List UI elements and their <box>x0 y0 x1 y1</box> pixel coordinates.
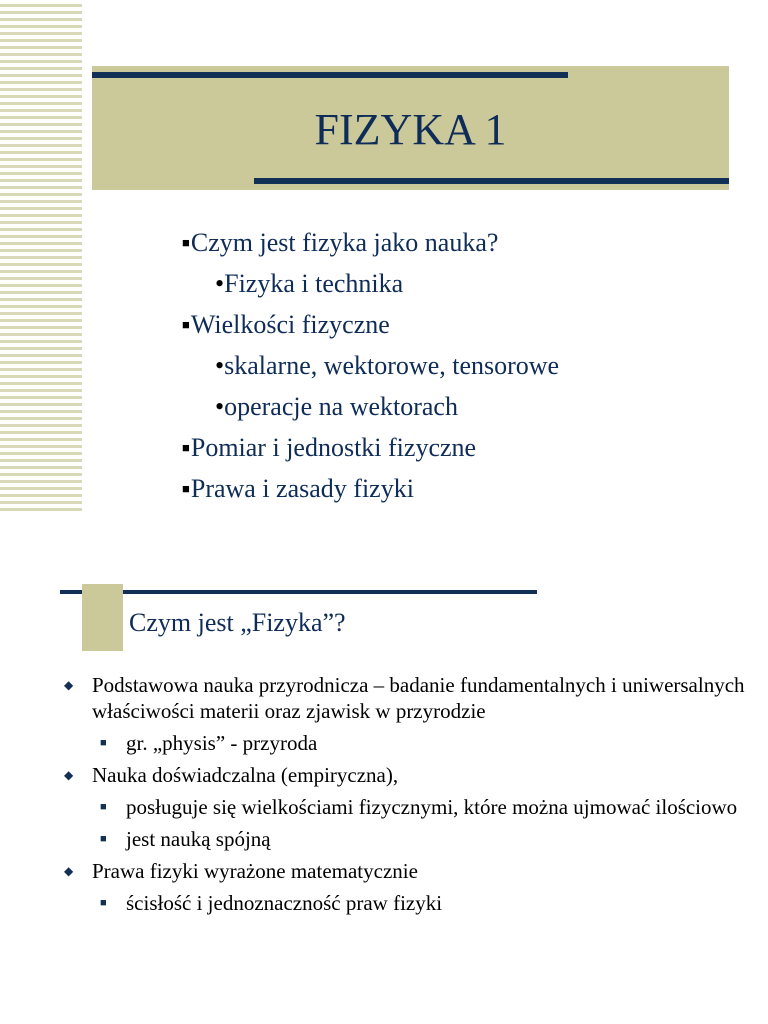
decorative-stripes <box>0 0 82 512</box>
dot-bullet-icon: • <box>215 351 225 380</box>
square-bullet-icon: ■ <box>182 481 190 496</box>
section-accent-bar <box>60 590 537 594</box>
section-accent-block <box>82 584 123 651</box>
list-item: •operacje na wektorach <box>215 392 458 421</box>
diamond-bullet-icon: ◆ <box>64 678 74 692</box>
diamond-bullet-icon: ◆ <box>64 768 74 782</box>
list-item: ■ posługuje się wielkościami fizycznymi, które można ujmować ilościowo <box>100 795 738 819</box>
list-item: ■ jest nauką spójną <box>100 827 271 851</box>
square-bullet-icon: ■ <box>182 235 190 250</box>
square-bullet-icon: ■ <box>182 317 190 332</box>
title-accent-bar-top <box>92 72 568 78</box>
list-item: •skalarne, wektorowe, tensorowe <box>215 351 560 380</box>
slide-title: FIZYKA 1 <box>314 105 507 154</box>
list-item: ■Prawa i zasady fizyki <box>182 474 414 503</box>
topic-list <box>182 222 559 509</box>
list-item: ■Wielkości fizyczne <box>182 310 390 339</box>
section-title: Czym jest „Fizyka”? <box>129 608 346 637</box>
square-bullet-icon: ■ <box>100 897 107 909</box>
square-bullet-icon: ■ <box>100 801 107 813</box>
list-item: ◆ Nauka doświadczalna (empiryczna), <box>64 763 399 787</box>
diamond-bullet-icon: ◆ <box>64 864 74 878</box>
list-item: ◆ Podstawowa nauka przyrodnicza – badanie fundamentalnych i uniwersalnych właściwości materii oraz zjawisk w przyrodzie <box>64 673 745 723</box>
title-accent-bar-bottom <box>254 178 729 184</box>
square-bullet-icon: ■ <box>100 833 107 845</box>
dot-bullet-icon: • <box>215 269 225 298</box>
list-item: •Fizyka i technika <box>215 269 404 298</box>
list-item: ■Czym jest fizyka jako nauka? <box>182 228 499 257</box>
square-bullet-icon: ■ <box>100 737 107 749</box>
content-list <box>62 672 752 922</box>
list-item: ◆ Prawa fizyki wyrażone matematycznie <box>64 859 418 883</box>
list-item: ■ gr. „physis” - przyroda <box>100 731 318 755</box>
list-item: ■Pomiar i jednostki fizyczne <box>182 433 477 462</box>
list-item: ■ ścisłość i jednoznaczność praw fizyki <box>100 891 443 915</box>
dot-bullet-icon: • <box>215 392 225 421</box>
square-bullet-icon: ■ <box>182 440 190 455</box>
